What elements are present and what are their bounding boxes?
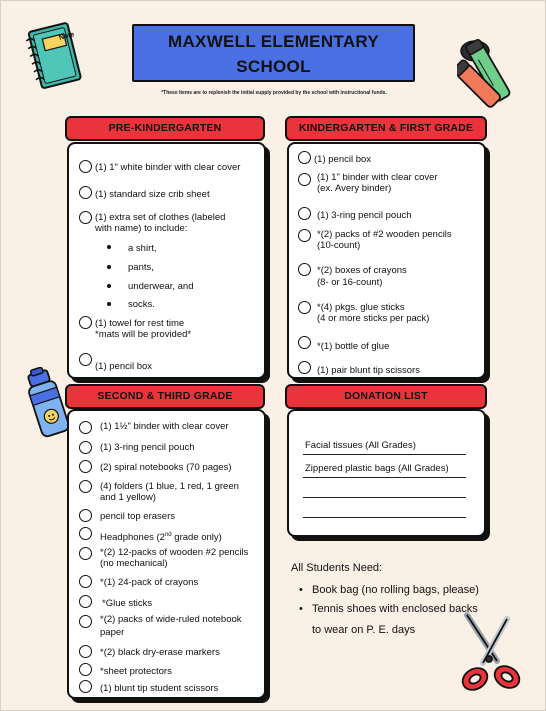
g23-item-2: (1) 3-ring pencil pouch xyxy=(100,442,195,453)
prek-item-4: (1) towel for rest time xyxy=(95,318,185,329)
g23-item-3: (2) spiral notebooks (70 pages) xyxy=(100,462,232,473)
prek-item-3-cont: with name) to include: xyxy=(95,223,188,234)
k1-item-5: *(2) boxes of crayons xyxy=(317,265,407,276)
g23-item-4-cont: and 1 yellow) xyxy=(100,492,156,503)
g23-item-5: pencil top erasers xyxy=(100,511,175,522)
k1-checkbox-5[interactable] xyxy=(298,263,311,276)
g23-checkbox-12[interactable] xyxy=(79,663,92,676)
g23-checkbox-3[interactable] xyxy=(79,460,92,473)
highlighters-icon xyxy=(457,35,529,111)
title-line-2: SCHOOL xyxy=(236,57,311,76)
all-students-heading: All Students Need: xyxy=(291,562,383,574)
g23-checkbox-11[interactable] xyxy=(79,645,92,658)
donation-item-2: Zippered plastic bags (All Grades) xyxy=(305,463,449,474)
all-students-bullet-1: • xyxy=(299,584,303,596)
g23-checkbox-4[interactable] xyxy=(79,480,92,493)
bullet xyxy=(107,302,111,306)
g23-checkbox-9[interactable] xyxy=(79,595,92,608)
g23-item-13: (1) blunt tip student scissors xyxy=(100,683,219,694)
g23-checkbox-1[interactable] xyxy=(79,421,92,434)
k1-item-4-note: (10-count) xyxy=(317,240,361,251)
k1-checkbox-7[interactable] xyxy=(298,336,311,349)
all-students-bullet-2: • xyxy=(299,603,303,615)
g23-item-12: *sheet protectors xyxy=(100,666,172,677)
prek-checkbox-1[interactable] xyxy=(79,160,92,173)
prek-header: PRE-KINDERGARTEN xyxy=(65,116,265,141)
k1-checkbox-3[interactable] xyxy=(298,207,311,220)
k1-item-3: (1) 3-ring pencil pouch xyxy=(317,210,412,221)
prek-item-1: (1) 1" white binder with clear cover xyxy=(95,162,241,173)
k1-checkbox-8[interactable] xyxy=(298,361,311,374)
g23-item-4: (4) folders (1 blue, 1 red, 1 green xyxy=(100,481,239,492)
water-bottle-icon xyxy=(25,367,69,439)
k1-item-1: (1) pencil box xyxy=(314,154,372,165)
k1-header: KINDERGARTEN & FIRST GRADE xyxy=(285,116,487,141)
g23-item-7: *(2) 12-packs of wooden #2 pencils xyxy=(100,547,249,558)
g23-item-10-cont: paper xyxy=(100,627,125,638)
prek-checkbox-3[interactable] xyxy=(79,211,92,224)
g23-item-1: (1) 1½" binder with clear cover xyxy=(100,421,229,432)
prek-item-4-note: *mats will be provided* xyxy=(95,329,192,340)
k1-checkbox-1[interactable] xyxy=(298,151,311,164)
donation-line-2 xyxy=(303,477,466,478)
k1-checkbox-4[interactable] xyxy=(298,229,311,242)
prek-item-5: (1) pencil box xyxy=(95,361,153,372)
all-students-item-1: Book bag (no rolling bags, please) xyxy=(312,584,479,596)
prek-checkbox-2[interactable] xyxy=(79,186,92,199)
g23-item-7-note: (no mechanical) xyxy=(100,558,168,569)
donation-line-1 xyxy=(303,454,466,455)
k1-item-6: *(4) pkgs. glue sticks xyxy=(317,302,405,313)
donation-line-4 xyxy=(303,517,466,518)
funding-note: *These items are to replenish the initial supply provided by the school with instructional funds. xyxy=(161,90,387,96)
scissors-icon xyxy=(445,609,529,697)
donation-header: DONATION LIST xyxy=(285,384,487,409)
bullet xyxy=(107,265,111,269)
g23-checkbox-5[interactable] xyxy=(79,509,92,522)
k1-item-6-note: (4 or more sticks per pack) xyxy=(317,313,430,324)
prek-checkbox-5[interactable] xyxy=(79,353,92,366)
page-title xyxy=(132,24,415,82)
g23-item-6-rest: grade only) xyxy=(171,532,222,544)
g23-item-6-text: Headphones (2 xyxy=(100,532,165,544)
k1-item-7: *(1) bottle of glue xyxy=(317,341,390,352)
donation-item-1: Facial tissues (All Grades) xyxy=(305,440,416,451)
prek-subitem-socks: socks. xyxy=(128,299,155,310)
g23-header: SECOND & THIRD GRADE xyxy=(65,384,265,409)
k1-item-2-note: (ex. Avery binder) xyxy=(317,183,392,194)
g23-item-9: *Glue sticks xyxy=(102,598,153,609)
title-line-1: MAXWELL ELEMENTARY xyxy=(168,32,379,51)
prek-subitem-pants: pants, xyxy=(128,262,154,273)
k1-item-4: *(2) packs of #2 wooden pencils xyxy=(317,229,452,240)
k1-checkbox-2[interactable] xyxy=(298,173,311,186)
prek-subitem-shirt: a shirt, xyxy=(128,243,157,254)
g23-checkbox-7[interactable] xyxy=(79,547,92,560)
g23-checkbox-8[interactable] xyxy=(79,575,92,588)
k1-checkbox-6[interactable] xyxy=(298,301,311,314)
g23-checkbox-10[interactable] xyxy=(79,615,92,628)
all-students-item-2-cont: to wear on P. E. days xyxy=(312,624,416,636)
prek-subitem-underwear: underwear, and xyxy=(128,281,194,292)
bullet xyxy=(107,284,111,288)
donation-line-3 xyxy=(303,497,466,498)
g23-item-6 xyxy=(100,530,222,543)
prek-panel xyxy=(67,142,266,379)
all-students-item-2: Tennis shoes with enclosed backs xyxy=(312,603,478,615)
g23-item-10: *(2) packs of wide-ruled notebook xyxy=(100,614,242,625)
k1-item-5-note: (8- or 16-count) xyxy=(317,277,383,288)
notebook-label: Note xyxy=(58,31,76,42)
g23-checkbox-6[interactable] xyxy=(79,527,92,540)
g23-checkbox-2[interactable] xyxy=(79,441,92,454)
prek-item-3: (1) extra set of clothes (labeled xyxy=(95,212,226,223)
g23-item-11: *(2) black dry-erase markers xyxy=(100,647,220,658)
g23-item-8: *(1) 24-pack of crayons xyxy=(100,577,199,588)
g23-checkbox-13[interactable] xyxy=(79,680,92,693)
k1-item-8: (1) pair blunt tip scissors xyxy=(317,365,420,376)
notebook-icon xyxy=(21,17,85,97)
k1-item-2: (1) 1" binder with clear cover xyxy=(317,172,438,183)
bullet xyxy=(107,245,111,249)
prek-checkbox-4[interactable] xyxy=(79,316,92,329)
prek-item-2: (1) standard size crib sheet xyxy=(95,189,210,200)
g23-item-6-sup: nd xyxy=(164,532,172,538)
